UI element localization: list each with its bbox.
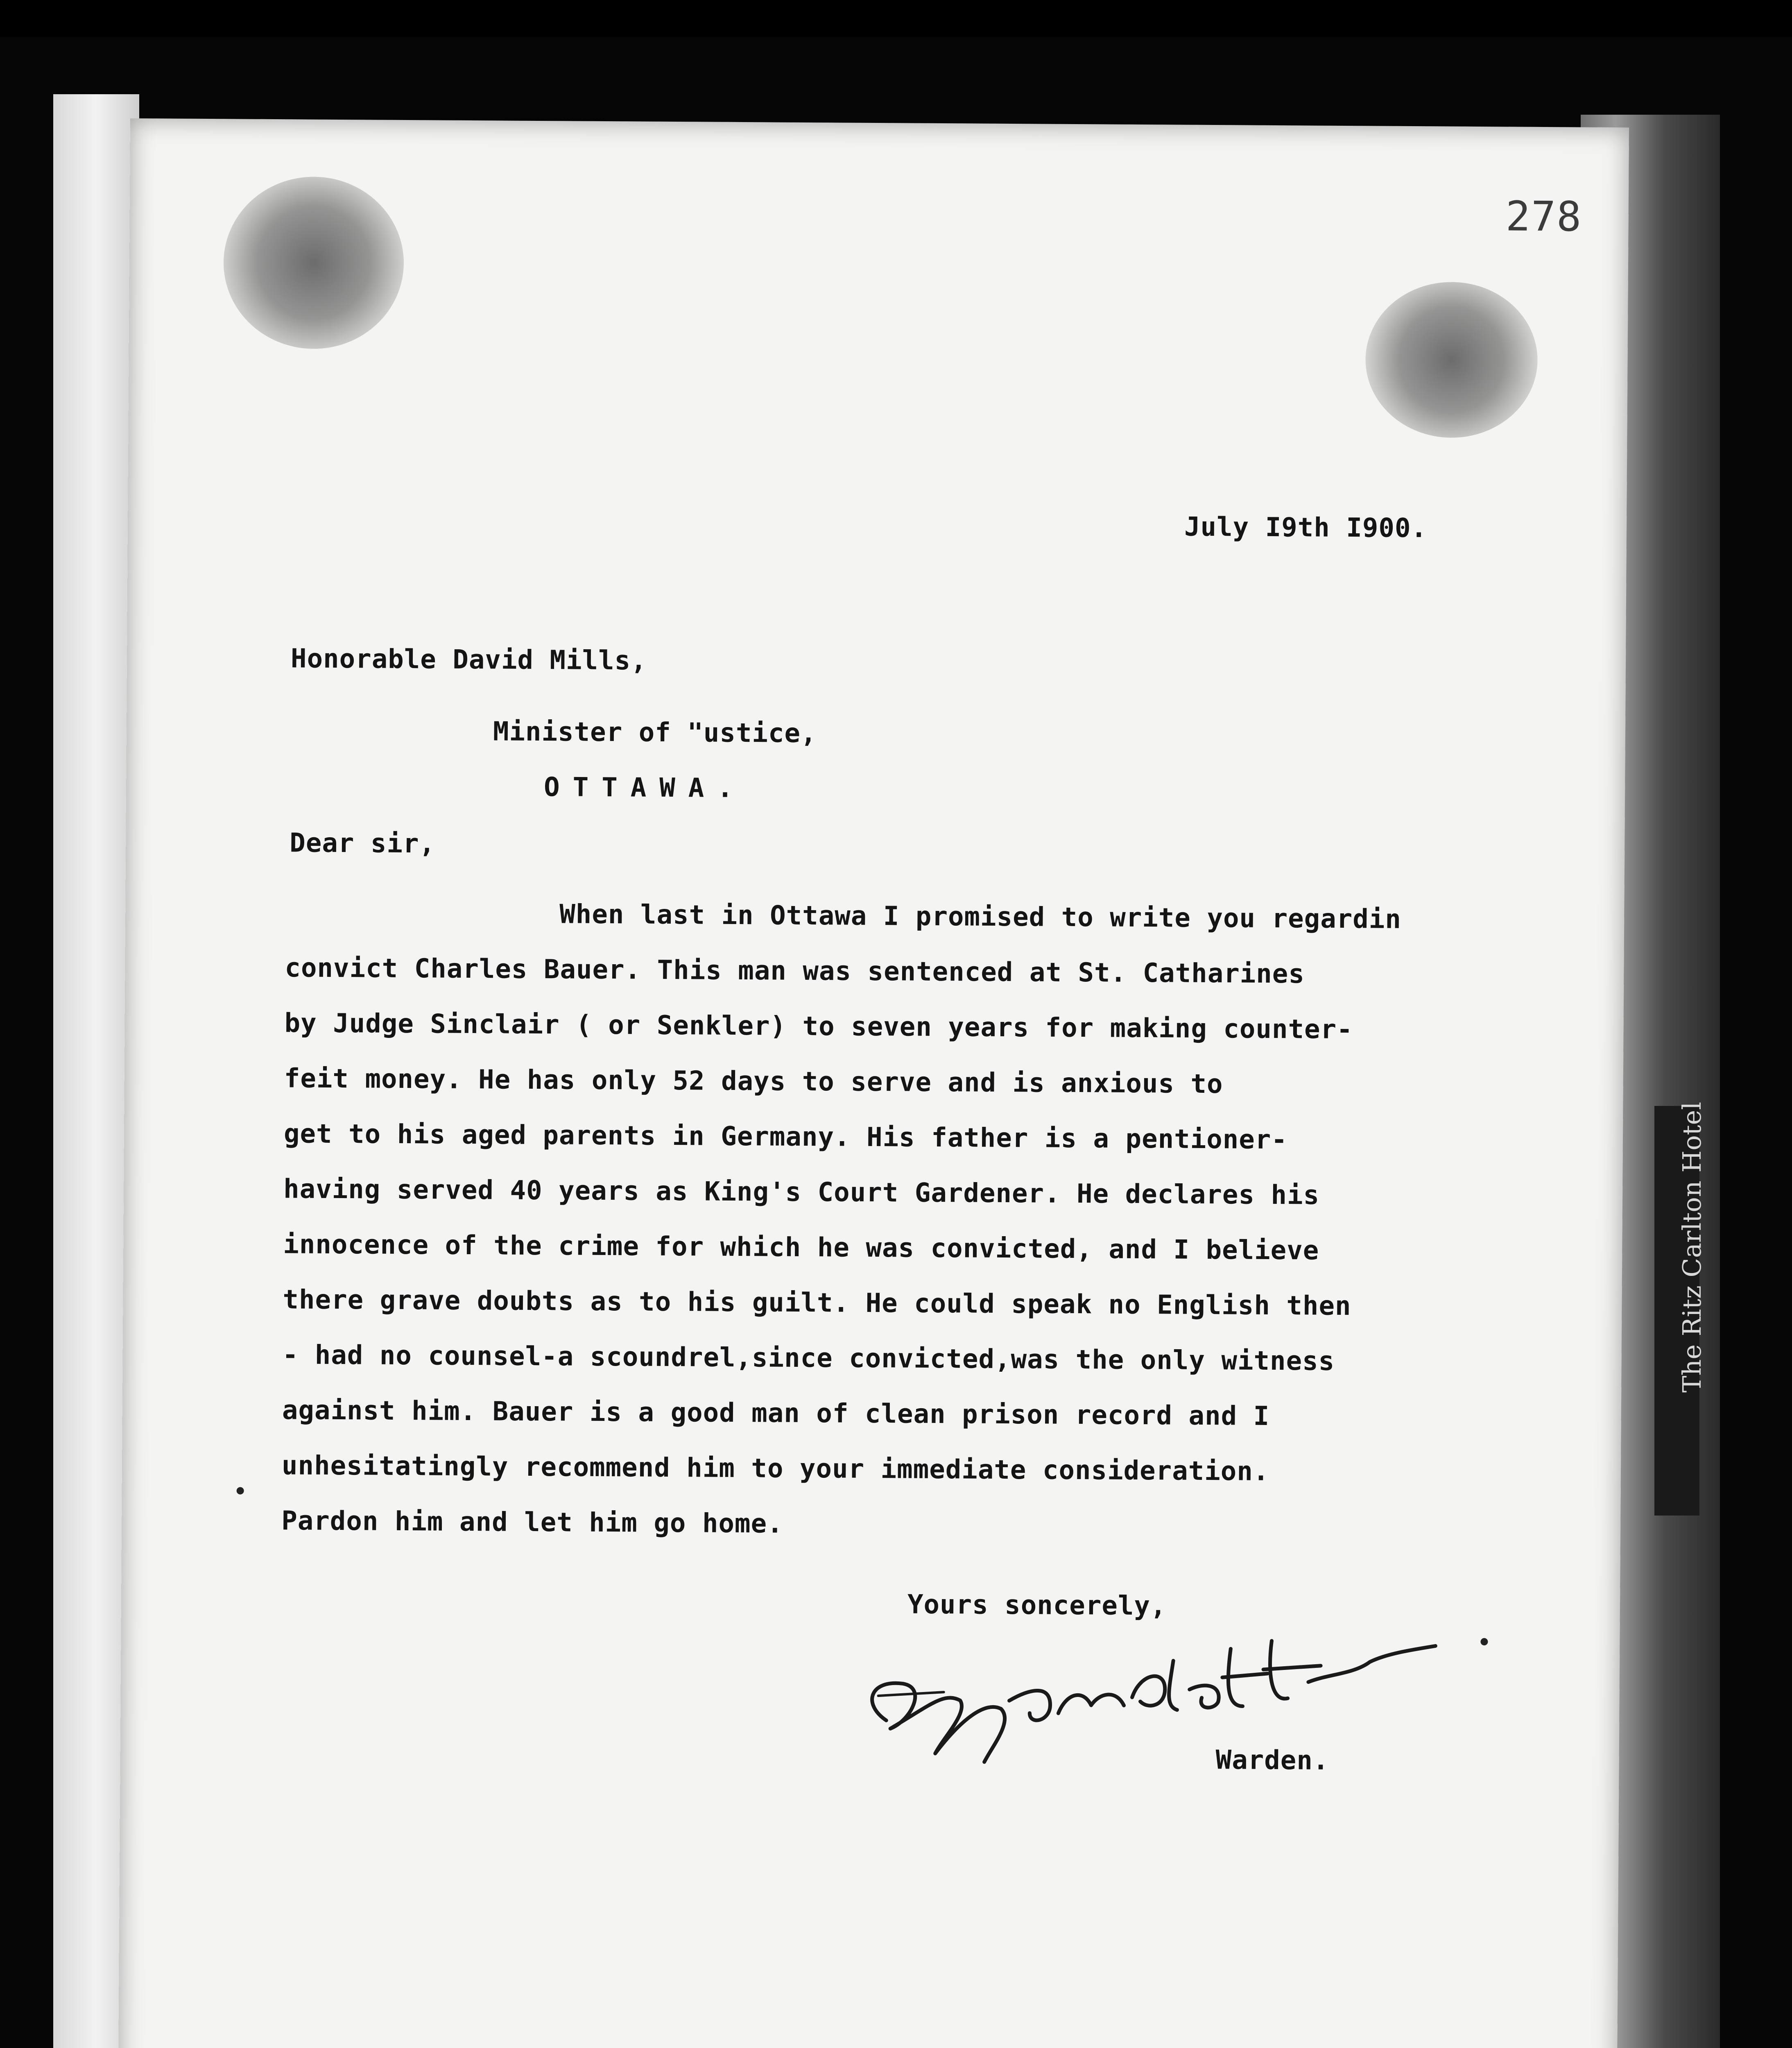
- body-line: When last in Ottawa I promised to write you regardin: [559, 899, 1402, 935]
- body-line: by Judge Sinclair ( or Senkler) to seven years for making counter-: [284, 1008, 1353, 1045]
- film-edge-top: [0, 0, 1792, 37]
- closing: Yours soncerely,: [907, 1589, 1167, 1622]
- stain-top-right: [1365, 281, 1538, 438]
- salutation: Dear sir,: [290, 828, 436, 859]
- book-spine-text: The Ritz Carlton Hotel: [1677, 1101, 1707, 1393]
- addressee-city: OTTAWA.: [543, 772, 747, 804]
- page-number: 278: [1505, 192, 1582, 241]
- body-line: against him. Bauer is a good man of clean prison record and I: [282, 1395, 1270, 1432]
- addressee-name: Honorable David Mills,: [290, 643, 647, 676]
- body-line: get to his aged parents in Germany. His father is a pentioner-: [283, 1119, 1288, 1155]
- addressee-title: Minister of "ustice,: [493, 716, 817, 749]
- handwritten-signature: [837, 1597, 1452, 1781]
- body-line: innocence of the crime for which he was convicted, and I believe: [283, 1229, 1319, 1266]
- signer-title: Warden.: [1215, 1745, 1329, 1776]
- body-line: unhesitatingly recommend him to your immediate consideration.: [281, 1450, 1269, 1487]
- letter-sheet: [115, 118, 1629, 2048]
- ink-dot: [237, 1487, 244, 1495]
- body-line: - had no counsel-a scoundrel,since convicted,was the only witness: [282, 1340, 1335, 1377]
- letter-date: July I9th I900.: [1184, 512, 1428, 544]
- body-line: feit money. He has only 52 days to serve and is anxious to: [284, 1063, 1223, 1100]
- body-line: having served 40 years as King's Court Gardener. He declares his: [283, 1174, 1320, 1211]
- ink-dot: [1480, 1638, 1488, 1645]
- body-line: convict Charles Bauer. This man was sentenced at St. Catharines: [285, 953, 1305, 990]
- body-line: Pardon him and let him go home.: [281, 1506, 783, 1539]
- stain-top-left: [223, 176, 405, 349]
- body-line: there grave doubts as to his guilt. He could speak no English then: [283, 1285, 1351, 1322]
